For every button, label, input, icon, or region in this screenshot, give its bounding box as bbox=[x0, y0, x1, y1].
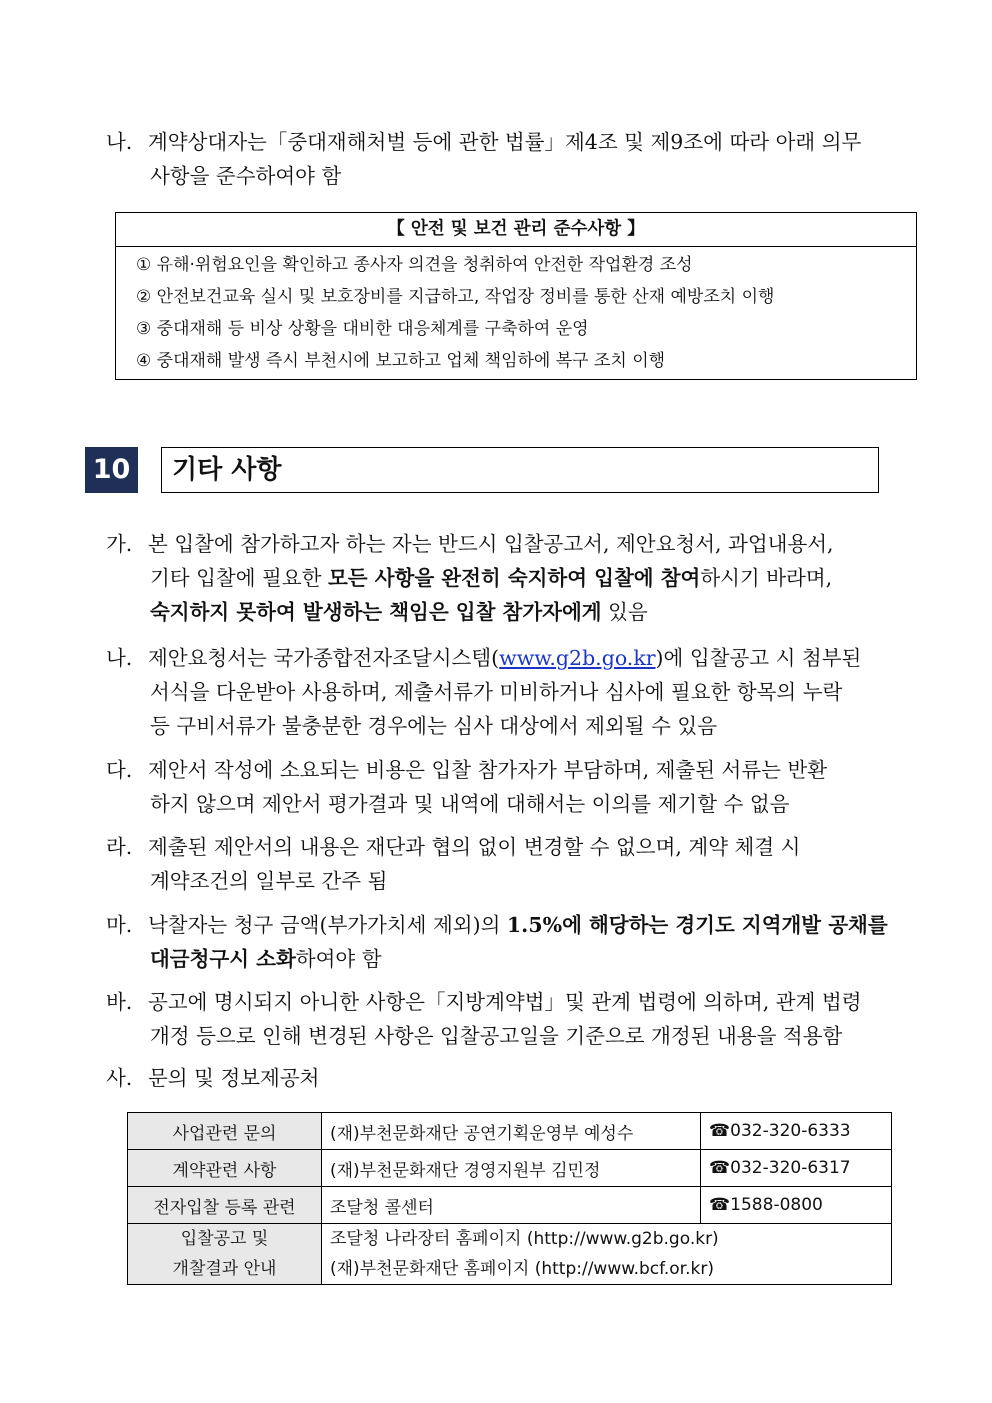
section-number-badge: 10 bbox=[85, 447, 138, 493]
table-row bbox=[128, 1187, 892, 1224]
contact-phone: ☎032-320-6333 bbox=[701, 1113, 892, 1150]
item-ga-text-2 bbox=[150, 561, 832, 595]
safety-item-4: ④ 중대재해 발생 즉시 부천시에 보고하고 업체 책임하에 복구 조치 이행 bbox=[136, 351, 666, 371]
contact-label: 계약관련 사항 bbox=[128, 1150, 322, 1187]
intro-text-1: 계약상대자는「중대재해처벌 등에 관한 법률」제4조 및 제9조에 따라 아래 의무 bbox=[148, 130, 862, 154]
contact-label: 사업관련 문의 bbox=[128, 1113, 322, 1150]
g2b-link[interactable]: www.g2b.go.kr bbox=[499, 646, 656, 670]
item-na-marker: 나. bbox=[106, 646, 133, 670]
safety-item-1: ① 유해·위험요인을 확인하고 종사자 의견을 청취하여 안전한 작업환경 조성 bbox=[136, 255, 693, 275]
item-na-text-1 bbox=[148, 641, 861, 675]
section-title: 기타 사항 bbox=[161, 447, 879, 493]
item-ra-text-2: 계약조건의 일부로 간주 됨 bbox=[150, 869, 388, 893]
item-da-text-1: 제안서 작성에 소요되는 비용은 입찰 참가자가 부담하며, 제출된 서류는 반환 bbox=[148, 758, 828, 782]
item-na-text-3: 등 구비서류가 불충분한 경우에는 심사 대상에서 제외될 수 있음 bbox=[150, 714, 718, 738]
item-ga-text-2a: 기타 입찰에 필요한 bbox=[150, 566, 328, 590]
g2b-website-text: 조달청 나라장터 홈페이지 (http://www.g2b.go.kr) bbox=[330, 1229, 719, 1249]
item-ba-text-2: 개정 등으로 인해 변경된 사항은 입찰공고일을 기준으로 개정된 내용을 적용함 bbox=[150, 1024, 843, 1048]
item-ma-text-1 bbox=[148, 908, 888, 942]
item-ga-text-2c: 하시기 바라며, bbox=[700, 566, 833, 590]
item-ga-marker: 가. bbox=[106, 532, 133, 556]
item-na-text-1c: )에 입찰공고 시 첨부된 bbox=[655, 646, 862, 670]
item-da-text-2: 하지 않으며 제안서 평가결과 및 내역에 대해서는 이의를 제기할 수 없음 bbox=[150, 792, 790, 816]
contact-org: (재)부천문화재단 공연기획운영부 예성수 bbox=[322, 1113, 701, 1150]
contact-label bbox=[128, 1224, 322, 1285]
item-ga-text-1: 본 입찰에 참가하고자 하는 자는 반드시 입찰공고서, 제안요청서, 과업내용서, bbox=[148, 532, 834, 556]
item-ra-marker: 라. bbox=[106, 835, 133, 859]
contact-label-line-1: 입찰공고 및 bbox=[180, 1229, 269, 1249]
item-ma-emphasis-1: 1.5%에 해당하는 경기도 지역개발 공채를 bbox=[506, 913, 888, 937]
bcf-website-text: (재)부천문화재단 홈페이지 (http://www.bcf.or.kr) bbox=[330, 1259, 714, 1279]
item-ga-emphasis-2: 숙지하지 못하여 발생하는 책임은 입찰 참가자에게 bbox=[150, 600, 602, 624]
item-ma-marker: 마. bbox=[106, 913, 133, 937]
item-ga-emphasis-1: 모든 사항을 완전히 숙지하여 입찰에 참여 bbox=[327, 566, 701, 590]
item-ba-text-1: 공고에 명시되지 아니한 사항은「지방계약법」및 관계 법령에 의하며, 관계 법령 bbox=[148, 990, 862, 1014]
contact-label: 전자입찰 등록 관련 bbox=[128, 1187, 322, 1224]
item-ma-text-1a: 낙찰자는 청구 금액(부가가치세 제외)의 bbox=[148, 913, 507, 937]
item-ga-text-3 bbox=[150, 595, 648, 629]
item-ma-emphasis-2: 대금청구시 소화 bbox=[150, 947, 296, 971]
safety-item-2: ② 안전보건교육 실시 및 보호장비를 지급하고, 작업장 정비를 통한 산재 예방조치 이행 bbox=[136, 287, 775, 307]
safety-item-3: ③ 중대재해 등 비상 상황을 대비한 대응체계를 구축하여 운영 bbox=[136, 319, 589, 339]
table-row bbox=[128, 1150, 892, 1187]
intro-text-2: 사항을 준수하여야 함 bbox=[150, 164, 342, 188]
safety-box-title: 【 안전 및 보건 관리 준수사항 】 bbox=[116, 213, 916, 247]
intro-marker: 나. bbox=[106, 130, 133, 154]
item-ma-text-2 bbox=[150, 942, 382, 976]
contact-org: (재)부천문화재단 경영지원부 김민정 bbox=[322, 1150, 701, 1187]
item-ga-text-3b: 있음 bbox=[601, 600, 648, 624]
item-sa-text-1: 문의 및 정보제공처 bbox=[148, 1066, 320, 1090]
item-sa-marker: 사. bbox=[106, 1066, 133, 1090]
item-ra-text-1: 제출된 제안서의 내용은 재단과 협의 없이 변경할 수 없으며, 계약 체결 시 bbox=[148, 835, 801, 859]
contact-label-line-2: 개찰결과 안내 bbox=[172, 1259, 277, 1279]
table-row bbox=[128, 1224, 892, 1285]
item-da-marker: 다. bbox=[106, 758, 133, 782]
item-ma-text-2b: 하여야 함 bbox=[295, 947, 382, 971]
contact-websites bbox=[322, 1224, 892, 1285]
table-row bbox=[128, 1113, 892, 1150]
item-na-text-1a: 제안요청서는 국가종합전자조달시스템( bbox=[148, 646, 500, 670]
contact-org: 조달청 콜센터 bbox=[322, 1187, 701, 1224]
item-na-text-2: 서식을 다운받아 사용하며, 제출서류가 미비하거나 심사에 필요한 항목의 누락 bbox=[150, 680, 843, 704]
item-ba-marker: 바. bbox=[106, 990, 133, 1014]
contact-phone: ☎032-320-6317 bbox=[701, 1150, 892, 1187]
safety-requirements-box bbox=[115, 212, 917, 380]
contact-phone: ☎1588-0800 bbox=[701, 1187, 892, 1224]
contact-table bbox=[127, 1112, 892, 1285]
